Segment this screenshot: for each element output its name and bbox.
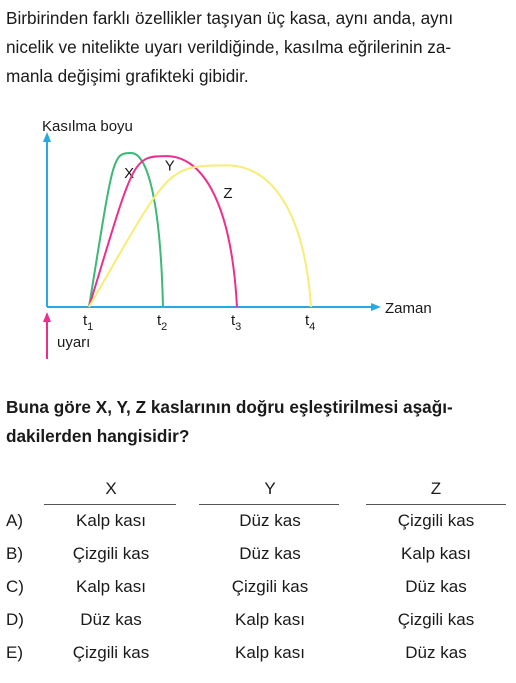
x-tick-label-2: $t_2$ [157,312,168,333]
stimulus-label: uyarı [57,334,91,351]
column-header-y: Y [264,479,276,498]
x-tick-label-4: $t_4$ [305,312,316,333]
curve-label-y: Y [164,157,175,175]
answer-cell: Düz kas [80,610,142,629]
column-header-z: Z [430,479,442,498]
answer-cell: Çizgili kas [397,610,475,629]
stimulus-arrow [43,312,51,359]
answer-cell: Çizgili kas [231,577,309,596]
x-axis-label: Zaman [385,300,432,317]
answer-cell: Düz kas [405,577,467,596]
curve-z [89,165,311,307]
y-axis [43,132,51,307]
curve-label-z: Z [223,185,233,203]
answer-option-label[interactable]: E) [6,643,23,662]
answer-cell: Düz kas [239,544,301,563]
answer-option-label[interactable]: A) [6,511,23,530]
intro-paragraph [6,4,512,91]
answer-cell: Düz kas [239,511,301,530]
answer-option-label[interactable]: D) [6,610,24,629]
answer-cell: Kalp kası [401,544,471,563]
header-rule [44,504,176,505]
question [6,393,512,451]
question-line: dakilerden hangisidir? [6,426,190,446]
answer-cell: Kalp kası [76,511,146,530]
x-tick-label-1: $t_1$ [83,312,94,333]
answer-cell: Çizgili kas [397,511,475,530]
intro-line: Birbirinden farklı özellikler taşıyan üç kasa, aynı anda, aynı [6,8,454,28]
answer-cell: Çizgili kas [72,544,150,563]
intro-line: nicelik ve nitelikte uyarı verildiğinde, kasılma eğrilerinin za- [6,37,452,57]
header-rule [199,504,339,505]
answer-cell: Düz kas [405,643,467,662]
intro-line: manla değişimi grafikteki gibidir. [6,66,249,86]
y-axis-label: Kasılma boyu [42,118,133,135]
column-header-x: X [105,479,117,498]
answer-option-label[interactable]: C) [6,577,24,596]
answer-cell: Kalp kası [235,610,305,629]
answer-cell: Kalp kası [76,577,146,596]
header-rule [366,504,506,505]
curve-label-x: X [124,165,135,183]
answer-cell: Çizgili kas [72,643,150,662]
answer-cell: Kalp kası [235,643,305,662]
x-tick-label-3: $t_3$ [231,312,242,333]
question-line: Buna göre X, Y, Z kaslarının doğru eşleştirilmesi aşağı- [6,397,453,417]
x-axis [47,303,381,311]
contraction-graph [0,110,516,360]
answer-option-label[interactable]: B) [6,544,23,563]
